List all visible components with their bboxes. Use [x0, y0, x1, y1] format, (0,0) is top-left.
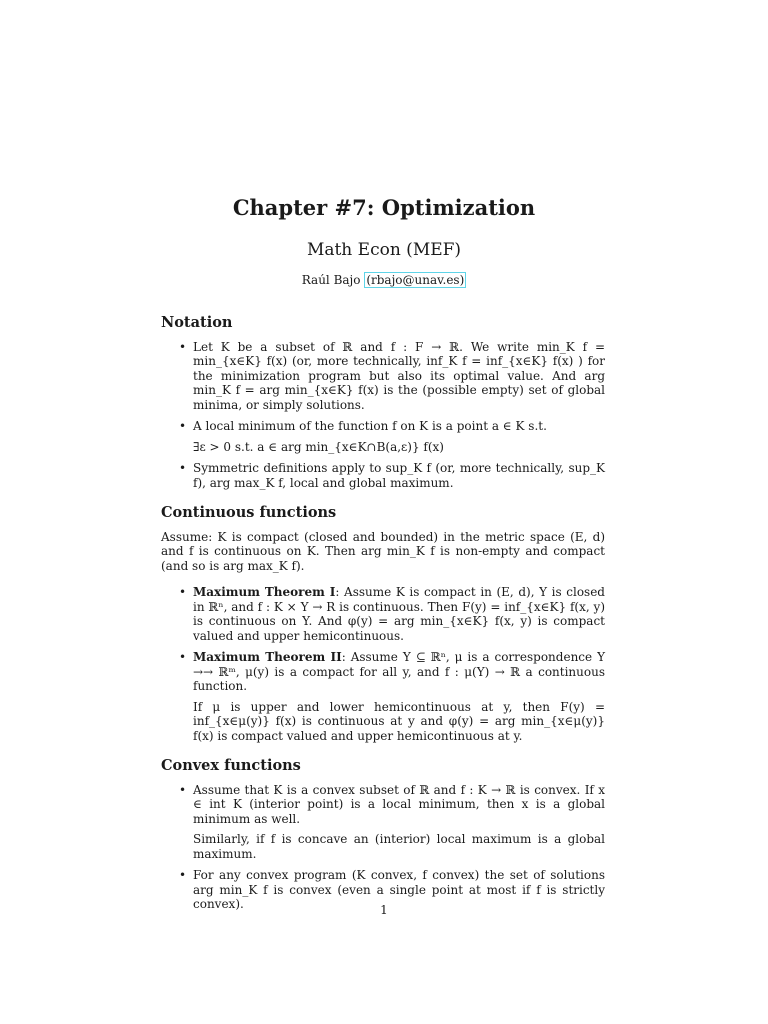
theorem-text: : Assume K is compact in (E, d), Y is closed in ℝⁿ, and f : K × Y → R is continuous. Then F(y) = inf_{x∈K} f(x, y) is continuous on Y. And φ(y) = arg min_{x∈K} f(x, y) is compact valued and upper hemicontinuous.: [193, 585, 605, 643]
paragraph: Assume: K is compact (closed and bounded) in the metric space (E, d) and f is continuous on K. Then arg min_K f is non-empty and compact (and so is arg max_K f).: [161, 529, 605, 573]
list-item: [161, 340, 605, 413]
list-item: [161, 783, 605, 862]
paragraph: [193, 585, 605, 643]
list-item: [161, 650, 605, 743]
continuous-list: [161, 585, 605, 743]
paragraph: • Let K be a subset of ℝ and f : F → ℝ. We write min_K f = min_{x∈K} f(x) (or, more technically, inf_K f = inf_{x∈K} f(x) ) for the minimization program but also its optimal value. And arg min_K f = arg min_{x∈K} f(x) is the (possible empty) set of global minima, or simply solutions.: [193, 339, 605, 412]
email-address: rbajo@unav.es: [371, 273, 460, 287]
equation: ∃ε > 0 s.t. a ∈ arg min_{x∈K∩B(a,ε)} f(x): [193, 439, 444, 454]
paragraph: • Symmetric definitions apply to sup_K f (or, more technically, sup_K f), arg max_K f, local and global maximum.: [193, 461, 605, 490]
email-close-paren: ): [459, 273, 465, 287]
paragraph: • For any convex program (K convex, f convex) the set of solutions arg min_K f is convex (even a single point at most if f is strictly convex).: [193, 868, 605, 911]
notation-list: [161, 340, 605, 491]
section-heading: Continuous functions: [161, 504, 337, 521]
main-content: [161, 316, 605, 928]
section-heading: Convex functions: [161, 757, 301, 774]
author-line: [0, 273, 768, 287]
author-email-link[interactable]: [364, 272, 466, 288]
section-convex: [161, 759, 605, 912]
section-heading: Notation: [161, 314, 233, 331]
email-open-paren: (: [366, 273, 372, 287]
list-item: [161, 585, 605, 643]
paragraph: Similarly, if f is concave an (interior) local maximum is a global maximum.: [193, 832, 605, 861]
author-name: Raúl Bajo: [301, 273, 361, 287]
paragraph: [193, 650, 605, 694]
convex-list: [161, 783, 605, 912]
paragraph: • Assume that K is a convex subset of ℝ and f : K → ℝ is convex. If x ∈ int K (interior point) is a local minimum, then x is a global minimum as well.: [193, 782, 605, 826]
list-item: [161, 461, 605, 490]
theorem-label: Maximum Theorem II: [193, 650, 342, 664]
theorem-text: : Assume Y ⊆ ℝⁿ, μ is a correspondence Y →→ ℝᵐ, μ(y) is a compact for all y, and f : μ(Y) → ℝ a continuous function.: [193, 650, 605, 693]
section-notation: [161, 316, 605, 490]
list-item: [161, 419, 605, 454]
section-continuous: [161, 506, 605, 743]
paragraph: • A local minimum of the function f on K is a point a ∈ K s.t.: [193, 419, 547, 433]
page-number: 1: [380, 903, 388, 917]
paragraph: If μ is upper and lower hemicontinuous at y, then F(y) = inf_{x∈μ(y)} f(x) is continuous at y and φ(y) = arg min_{x∈μ(y)} f(x) is compact valued and upper hemicontinuous at y.: [193, 699, 605, 743]
page-title: Chapter #7: Optimization: [232, 195, 536, 220]
theorem-label: Maximum Theorem I: [193, 585, 336, 599]
page-subtitle: Math Econ (MEF): [306, 240, 462, 260]
